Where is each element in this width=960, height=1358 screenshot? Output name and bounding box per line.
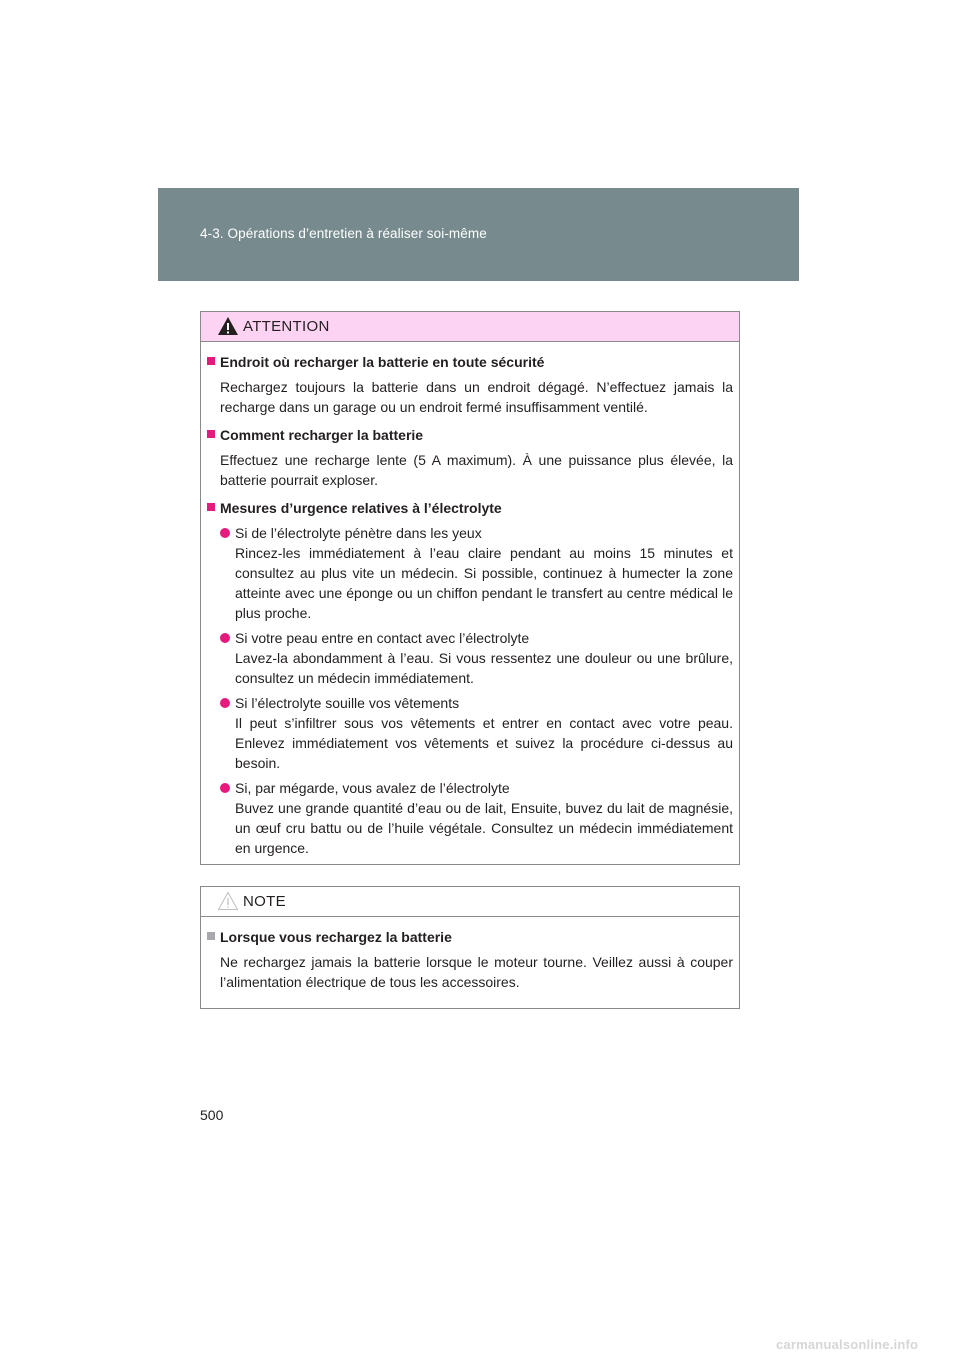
attention-section: [207, 425, 733, 490]
section-heading: Endroit où recharger la batterie en toute sécurité: [220, 354, 545, 370]
section-text: Ne rechargez jamais la batterie lorsque le moteur tourne. Veillez aussi à couper l’alimentation électrique de tous les accessoires.: [220, 954, 733, 990]
section-title: 4-3. Opérations d’entretien à réaliser soi-même: [200, 226, 487, 241]
attention-box: [200, 311, 740, 865]
section-text: Effectuez une recharge lente (5 A maximum). À une puissance plus élevée, la batterie pourrait exploser.: [220, 452, 733, 488]
list-item: [220, 778, 733, 858]
note-body: [201, 917, 739, 992]
square-bullet-icon: [207, 357, 215, 365]
section-text: Rechargez toujours la batterie dans un endroit dégagé. N’effectuez jamais la recharge dans un garage ou un endroit fermé insuffisamment ventilé.: [220, 379, 733, 415]
round-bullet-icon: [220, 783, 230, 793]
section-header-band: [158, 188, 799, 281]
watermark: carmanualsonline.info: [776, 1337, 919, 1352]
round-bullet-icon: [220, 698, 230, 708]
page-number: 500: [200, 1107, 224, 1123]
attention-section: [207, 498, 733, 858]
note-label: NOTE: [243, 893, 286, 910]
list-item-lead: Si de l’électrolyte pénètre dans les yeux: [235, 525, 482, 541]
square-bullet-icon: [207, 430, 215, 438]
note-header: [201, 887, 739, 917]
round-bullet-icon: [220, 633, 230, 643]
list-item-lead: Si votre peau entre en contact avec l’électrolyte: [235, 630, 530, 646]
list-item: [220, 693, 733, 773]
section-heading: Mesures d’urgence relatives à l’électrolyte: [220, 500, 502, 516]
attention-header: [201, 312, 739, 342]
note-box: [200, 886, 740, 1009]
warning-triangle-outline-icon: [217, 891, 239, 911]
attention-section: [207, 352, 733, 417]
list-item: [220, 523, 733, 623]
list-item-text: Buvez une grande quantité d’eau ou de lait, Ensuite, buvez du lait de magnésie, un œuf cru battu ou de l’huile végétale. Consultez un médecin immédiatement en urgence.: [235, 800, 733, 856]
section-heading: Lorsque vous rechargez la batterie: [220, 929, 452, 945]
note-section: [207, 927, 733, 992]
list-item-lead: Si, par mégarde, vous avalez de l’électrolyte: [235, 780, 510, 796]
list-item: [220, 628, 733, 688]
section-heading: Comment recharger la batterie: [220, 427, 424, 443]
warning-triangle-filled-icon: [217, 316, 239, 336]
square-bullet-icon: [207, 503, 215, 511]
list-item-lead: Si l’électrolyte souille vos vêtements: [235, 695, 460, 711]
list-item-text: Il peut s’infiltrer sous vos vêtements et entrer en contact avec votre peau. Enlevez immédiatement vos vêtements et suivez la procédure ci-dessus au besoin.: [235, 715, 733, 771]
square-bullet-icon: [207, 932, 215, 940]
attention-body: [201, 342, 739, 858]
list-item-text: Lavez-la abondamment à l’eau. Si vous ressentez une douleur ou une brûlure, consultez un médecin immédiatement.: [235, 650, 733, 686]
round-bullet-icon: [220, 528, 230, 538]
attention-label: ATTENTION: [243, 318, 330, 335]
list-item-text: Rincez-les immédiatement à l’eau claire pendant au moins 15 minutes et consultez au plus vite un médecin. Si possible, continuez à humecter la zone atteinte avec une éponge ou un chiffon pendant le transfert au centre médical le plus proche.: [235, 545, 733, 621]
